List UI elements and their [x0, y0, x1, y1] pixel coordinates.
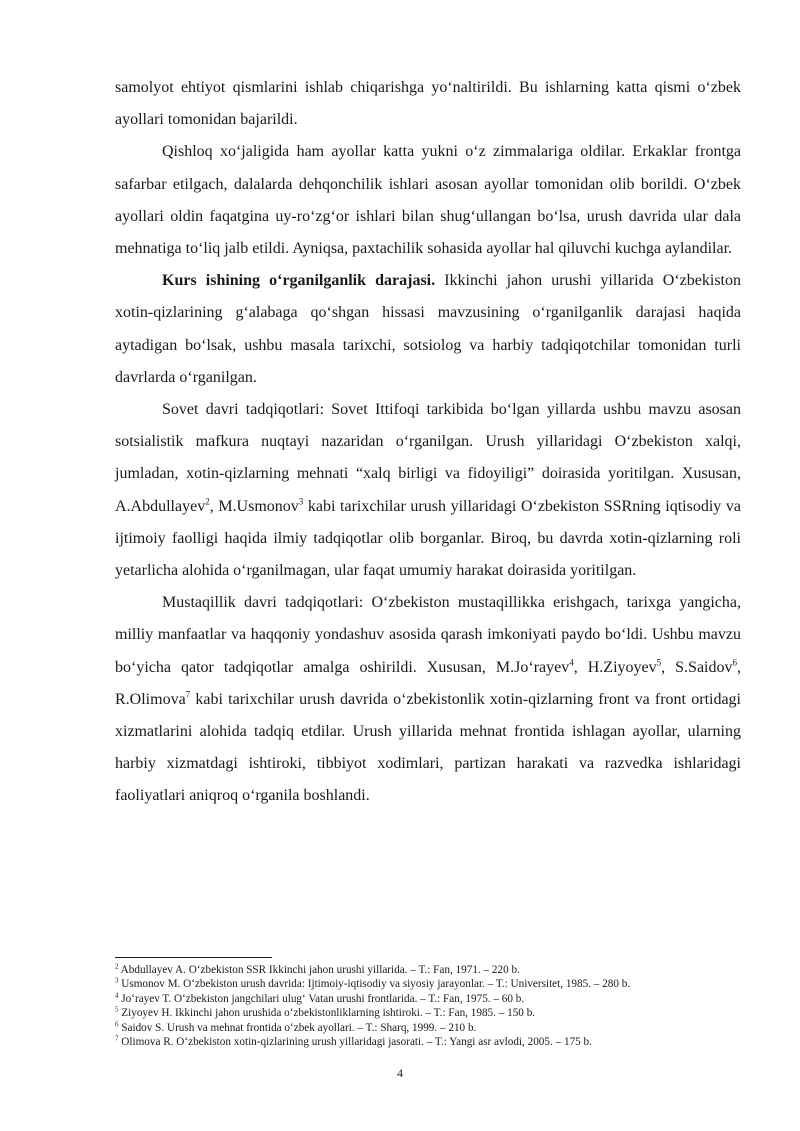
- paragraph-text: samolyot ehtiyot qismlarini ishlab chiqarishga yo‘naltirildi. Bu ishlarning katta qismi o‘zbek ayollari tomonidan bajarildi.: [115, 79, 741, 129]
- footnote-number: 4: [115, 991, 119, 1000]
- footnote-number: 6: [115, 1019, 119, 1028]
- footnote-item: [115, 963, 755, 977]
- paragraph-continuation: [115, 72, 741, 136]
- paragraph-independence-studies: [115, 587, 741, 812]
- footnote-number: 5: [115, 1005, 119, 1014]
- footnote-text: Olimova R. O‘zbekiston xotin-qizlarining urush yillaridagi jasorati. – T.: Yangi asr avlodi, 2005. – 175 b.: [118, 1036, 592, 1049]
- footnote-ref[interactable]: 3: [298, 496, 304, 507]
- footnote-item: [115, 977, 755, 991]
- paragraph-text: kabi tarixchilar urush yillaridagi O‘zbekiston SSRning iqtisodiy va ijtimoiy faolligi haqida ilmiy tadqiqotlar olib borganlar. Biroq, bu davrda xotin-qizlarning roli yetarlicha alohida o‘rganilmagan, ular faqat umumiy harakat doirasida yoritilgan.: [115, 497, 742, 580]
- paragraph-text: , H.Ziyoyev: [573, 658, 657, 676]
- footnote-text: Abdullayev A. O‘zbekiston SSR Ikkinchi jahon urushi yillarida. – T.: Fan, 1971. – 220 b.: [118, 964, 520, 976]
- paragraph-agriculture: [115, 136, 741, 265]
- body-text: [115, 72, 741, 813]
- footnote-number: 2: [115, 962, 119, 971]
- footnote-text: Ziyoyev H. Ikkinchi jahon urushida o‘zbekistonliklarning ishtiroki. – T.: Fan, 1985. – 150 b.: [118, 1007, 536, 1020]
- footnote-number: 3: [115, 976, 119, 985]
- footnote-number: 7: [115, 1034, 119, 1043]
- footnote-item: [115, 1021, 755, 1035]
- paragraph-text: Qishloq xo‘jaligida ham ayollar katta yukni o‘z zimmalariga oldilar. Erkaklar frontga safarbar etilgach, dalalarda dehqonchilik ishlari asosan ayollar tomonidan olib borildi. O‘zbek ayollari oldin faqatgina uy-ro‘zg‘or ishlari bilan shug‘ullangan bo‘lsa, urush davrida ular dala mehnatiga to‘liq jalb etildi. Ayniqsa, paxtachilik sohasida ayollar hal qiluvchi kuchga aylandilar.: [115, 143, 741, 258]
- footnotes: [115, 963, 755, 1049]
- footnote-text: Jo‘rayev T. O‘zbekiston jangchilari ulug‘ Vatan urushi frontlarida. – T.: Fan, 1975. – 60 b.: [118, 992, 525, 1005]
- footnote-text: Saidov S. Urush va mehnat frontida o‘zbek ayollari. – T.: Sharq, 1999. – 210 b.: [118, 1021, 477, 1034]
- paragraph-text: Ikkinchi jahon urushi yillarida O‘zbekiston xotin-qizlarining g‘alabaga qo‘shgan hissasi mavzusining o‘rganilganlik darajasi haqida aytadigan bo‘lsak, ushbu masala tarixchi, sotsiolog va harbiy tadqiqotchilar tomonidan turli davrlarda o‘rganilgan.: [115, 272, 741, 386]
- page-number: 4: [397, 1066, 403, 1080]
- paragraph-text: , S.Saidov: [661, 658, 733, 676]
- section-heading: Kurs ishining o‘rganilganlik darajasi.: [162, 272, 436, 290]
- paragraph-text: Mustaqillik davri tadqiqotlari: O‘zbekiston mustaqillikka erishgach, tarixga yangicha, milliy manfaatlar va haqqoniy yondashuv asosida qarash imkoniyati paydo bo‘ldi. Ushbu mavzu bo‘yicha qator tadqiqotlar amalga oshirildi. Xususan, M.Jo‘rayev: [115, 594, 741, 676]
- footnote-separator: [115, 957, 272, 958]
- footnote-ref[interactable]: 7: [185, 689, 191, 700]
- footnote-ref[interactable]: 4: [569, 657, 574, 668]
- paragraph-soviet-studies: [115, 394, 741, 587]
- footnote-ref[interactable]: 2: [205, 496, 210, 507]
- footnote-ref[interactable]: 6: [732, 657, 738, 668]
- footnote-ref[interactable]: 5: [656, 657, 662, 668]
- footnote-item: [115, 1035, 755, 1049]
- footnote-item: [115, 992, 755, 1006]
- footnote-item: [115, 1006, 755, 1020]
- paragraph-text: , R.Olimova: [115, 658, 742, 708]
- paragraph-text: , M.Usmonov: [209, 497, 299, 515]
- paragraph-text: kabi tarixchilar urush davrida o‘zbekistonlik xotin-qizlarning front va front ortidagi xizmatlarini alohida tadqiq etdilar. Urush yillarida mehnat frontida ishlagan ayollar, ularning harbiy xizmatdagi ishtiroki, tibbiyot xodimlari, partizan harakati va razvedka ishlaridagi faoliyatlari aniqroq o‘rganila boshlandi.: [115, 690, 741, 805]
- paragraph-text: Sovet davri tadqiqotlari: Sovet Ittifoqi tarkibida bo‘lgan yillarda ushbu mavzu asosan sotsialistik mafkura nuqtayi nazaridan o‘rganilgan. Urush yillaridagi O‘zbekiston xalqi, jumladan, xotin-qizlarning mehnati “xalq birligi va fidoyiligi” doirasida yoritilgan. Xususan, A.Abdullayev: [115, 401, 741, 515]
- footnote-text: Usmonov M. O‘zbekiston urush davrida: Ijtimoiy-iqtisodiy va siyosiy jarayonlar. – T.: Universitet, 1985. – 280 b.: [118, 978, 631, 991]
- paragraph-study-level: [115, 265, 741, 394]
